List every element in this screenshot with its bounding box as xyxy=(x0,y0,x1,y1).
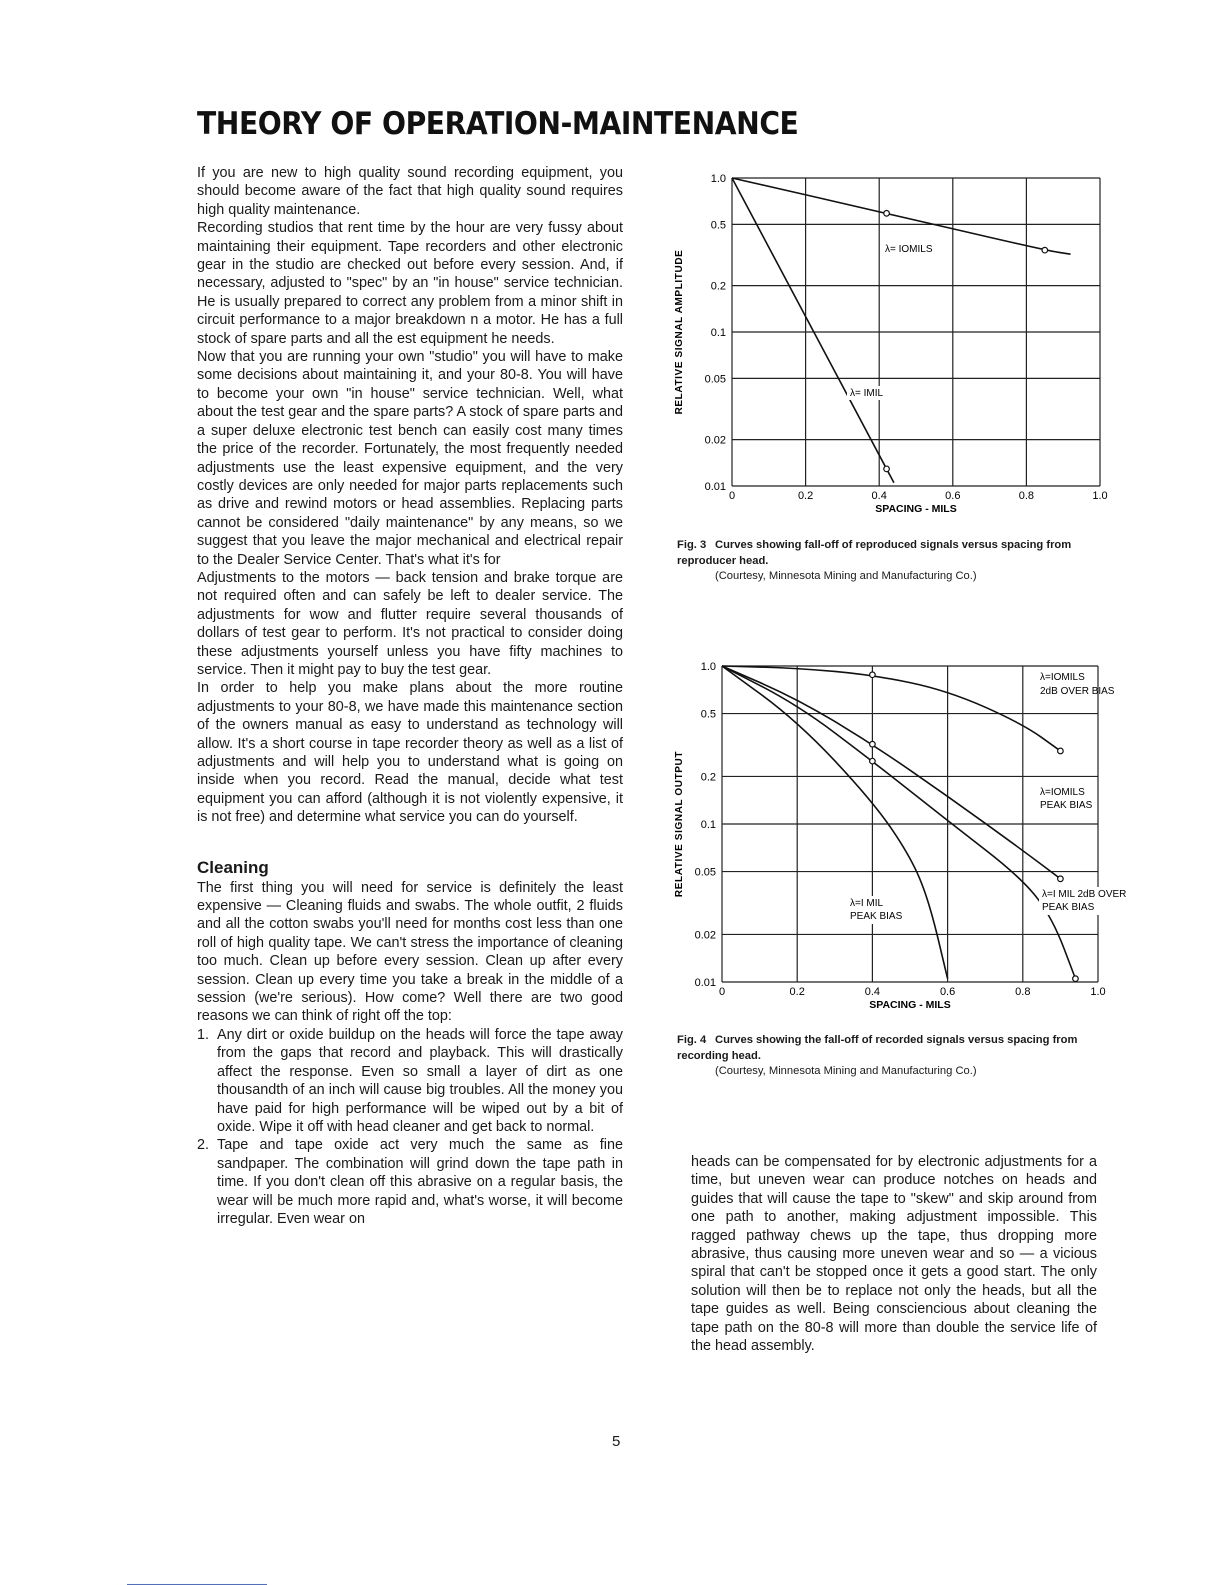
series-line xyxy=(722,666,1060,879)
x-tick-label: 1.0 xyxy=(1090,986,1106,998)
series-line xyxy=(732,178,894,483)
x-tick-label: 0.2 xyxy=(789,986,805,998)
fig3-caption-text: Curves showing fall-off of reproduced signals versus spacing from reproducer head. xyxy=(677,539,1072,567)
annotation-label: PEAK BIAS xyxy=(1040,800,1093,811)
y-tick-label: 0.1 xyxy=(700,819,716,831)
x-tick-label: 0 xyxy=(718,986,726,998)
y-tick-label: 0.05 xyxy=(704,373,726,386)
x-tick-label: 1.0 xyxy=(1092,490,1108,502)
data-point xyxy=(1058,748,1064,754)
data-point xyxy=(870,758,876,764)
chart-grid xyxy=(722,666,1098,982)
x-tick-label: 0.8 xyxy=(1018,490,1035,502)
fig4-chart-svg xyxy=(640,650,1127,1020)
paragraph-intro: If you are new to high quality sound recording equipment, you should become aware of the fact that high quality sound requires high quality maintenance. xyxy=(197,165,623,218)
y-tick-label: 0.2 xyxy=(700,771,716,784)
y-tick-label: 0.02 xyxy=(704,434,726,447)
right-column-text: heads can be compensated for by electronic adjustments for a time, but uneven wear can produce notches on heads and guides that will cause the tape to "skew" and skip around from one path to another, making adjustment impossible. This ragged pathway chews up the tape, thus dropping more abrasive, thus causing more uneven wear and so — a vicious spiral that can't be stopped once it gets a good start. The only solution will then be to replace not only the heads, but all the tape guides as well. Being consciencious about cleaning the tape path on the 80-8 will more than double the service life of the head assembly. xyxy=(691,1154,1097,1355)
data-point xyxy=(1058,876,1064,882)
y-tick-label: 0.1 xyxy=(710,327,726,339)
x-tick-label: 0.4 xyxy=(871,490,887,502)
data-point xyxy=(870,741,876,747)
x-tick-label: 0.8 xyxy=(1015,986,1031,998)
series-1 xyxy=(732,178,894,483)
paragraph-cleaning: The first thing you will need for service is definitely the least expensive — Cleaning fluids and swabs. The whole outfit, 2 fluids and all the cotton swabs you'll need for months cost less than one roll of high quality tape. We can't stress the importance of cleaning too much. Clean up before every session. Clean up after every session. Clean up every time you take a break in the middle of a session (we're serious). How come? Well there are two good reasons we can think of right off the top: xyxy=(197,879,623,1025)
paragraph-adjustments: Adjustments to the motors — back tension and brake torque are not required often and can safely be left to dealer service. The adjustments for wow and flutter require several thousands of dollars of test gear to perform. It's not practical to consider doing these adjustments yourself unless you have fifty machines to service. Then it might pay to buy the test gear. xyxy=(197,569,623,678)
x-tick-label: 0.6 xyxy=(945,490,961,502)
annotation-label: λ=IOMILS xyxy=(1040,672,1085,683)
y-tick-label: 0.2 xyxy=(710,280,726,293)
paragraph-routine: In order to help you make plans about the more routine adjustments to your 80-8, we have made this maintenance section of the owners manual as easy to understand as technology will allow. It's a short course in tape recorder theory as well as a list of adjustments and will help you to understand what is going on inside when you record. Read the manual, decide what test equipment you can afford (although it is not violently expensive, it is not free) and determine what service you can do yourself. xyxy=(197,680,623,826)
page-title: THEORY OF OPERATION-MAINTENANCE xyxy=(197,106,799,142)
x-tick-label: 0.6 xyxy=(939,986,956,998)
data-point xyxy=(1042,247,1048,253)
data-point xyxy=(884,466,890,472)
x-axis-label: SPACING - MILS xyxy=(869,999,951,1011)
y-tick-label: 0.05 xyxy=(694,866,716,879)
series-line xyxy=(722,666,1060,751)
fig4-number: Fig. 4 xyxy=(677,1034,707,1046)
annotation-label: λ= IMIL xyxy=(850,388,884,399)
series-line xyxy=(722,666,948,979)
cleaning-reasons-list xyxy=(197,1026,623,1228)
series-0 xyxy=(722,666,1063,754)
list-item: 2. Tape and tape oxide act very much the same as fine sandpaper. The combination will grind down the tape path in time. If you don't clean off this abrasive on a regular basis, the wear will be much more rapid and, what's worse, it will become irregular. Even wear on xyxy=(197,1137,623,1227)
fig3-number: Fig. 3 xyxy=(677,539,707,551)
cleaning-heading: Cleaning xyxy=(197,857,269,877)
annotation-label: λ=I MIL 2dB OVER xyxy=(1042,889,1127,900)
annotation-label: PEAK BIAS xyxy=(1042,902,1095,913)
series-3 xyxy=(722,666,948,979)
fig3-chart xyxy=(640,160,1110,525)
fig4-courtesy: (Courtesy, Minnesota Mining and Manufacturing Co.) xyxy=(715,1065,977,1077)
page-number: 5 xyxy=(612,1433,621,1450)
annotation-label: λ=I MIL xyxy=(850,898,884,909)
left-column xyxy=(197,164,623,1228)
y-axis-label: RELATIVE SIGNAL AMPLITUDE xyxy=(674,249,685,415)
data-point xyxy=(870,672,876,678)
annotation-label: 2dB OVER BIAS xyxy=(1040,686,1115,697)
x-axis-label: SPACING - MILS xyxy=(875,503,957,515)
fig3-chart-svg xyxy=(640,160,1110,525)
data-point xyxy=(884,210,890,216)
series-1 xyxy=(722,666,1063,882)
fig3-courtesy: (Courtesy, Minnesota Mining and Manufacturing Co.) xyxy=(715,570,977,582)
y-tick-label: 0.01 xyxy=(694,977,716,989)
data-point xyxy=(1073,976,1079,982)
chart-grid xyxy=(732,178,1100,486)
y-tick-label: 1.0 xyxy=(700,661,716,673)
annotation-label: PEAK BIAS xyxy=(850,911,903,922)
y-tick-label: 0.5 xyxy=(710,219,726,232)
annotation-label: λ=IOMILS xyxy=(1040,787,1085,798)
fig4-caption xyxy=(677,1033,1107,1080)
x-tick-label: 0.4 xyxy=(864,986,881,998)
y-tick-label: 1.0 xyxy=(710,173,726,185)
annotation-label: λ= IOMILS xyxy=(885,244,933,255)
y-tick-label: 0.02 xyxy=(694,929,716,942)
y-axis-label: RELATIVE SIGNAL OUTPUT xyxy=(674,750,685,898)
y-tick-label: 0.5 xyxy=(700,708,716,721)
x-tick-label: 0.2 xyxy=(797,490,814,502)
fig4-chart xyxy=(640,650,1127,1020)
paragraph-studios: Recording studios that rent time by the hour are very fussy about maintaining their equipment. Tape recorders and other electronic gear in the studio are checked out before every session. And, if necessary, adjusted to "spec" by an "in house" service technician. He is usually prepared to correct any problem from a minor shift in circuit performance to a major breakdown n a motor. He has a full stock of spare parts and all the est equipment he needs. xyxy=(197,220,623,347)
fig4-caption-text: Curves showing the fall-off of recorded signals versus spacing from recording head. xyxy=(677,1034,1078,1062)
fig3-caption xyxy=(677,538,1107,585)
x-tick-label: 0 xyxy=(728,490,736,502)
paragraph-own-studio: Now that you are running your own "studio" you will have to make some decisions about maintaining it, and your 80-8. You will have to become your own "in house" service technician. Well, what about the test gear and the spare parts? A stock of spare parts and a super deluxe electronic test bench can easily cost many times the price of the recorder. Fortunately, the most frequently needed adjustments use the least expensive equipment, and the very costly devices are only needed for major parts replacements such as drive and rewind motors or head assemblies. Replacing parts cannot be considered "daily maintenance" by any means, so we suggest that you leave the major mechanical and electrical repair to the Dealer Service Center. That's what it's for xyxy=(197,349,623,568)
list-item: 1. Any dirt or oxide buildup on the heads will force the tape away from the gaps that record and playback. This will drastically affect the response. Even so small a layer of dirt as one thousandth of an inch will cause big troubles. All the money you have paid for high performance will be wiped out by a bit of oxide. Wipe it off with head cleaner and get back to normal. xyxy=(197,1026,623,1135)
y-tick-label: 0.01 xyxy=(704,481,726,493)
